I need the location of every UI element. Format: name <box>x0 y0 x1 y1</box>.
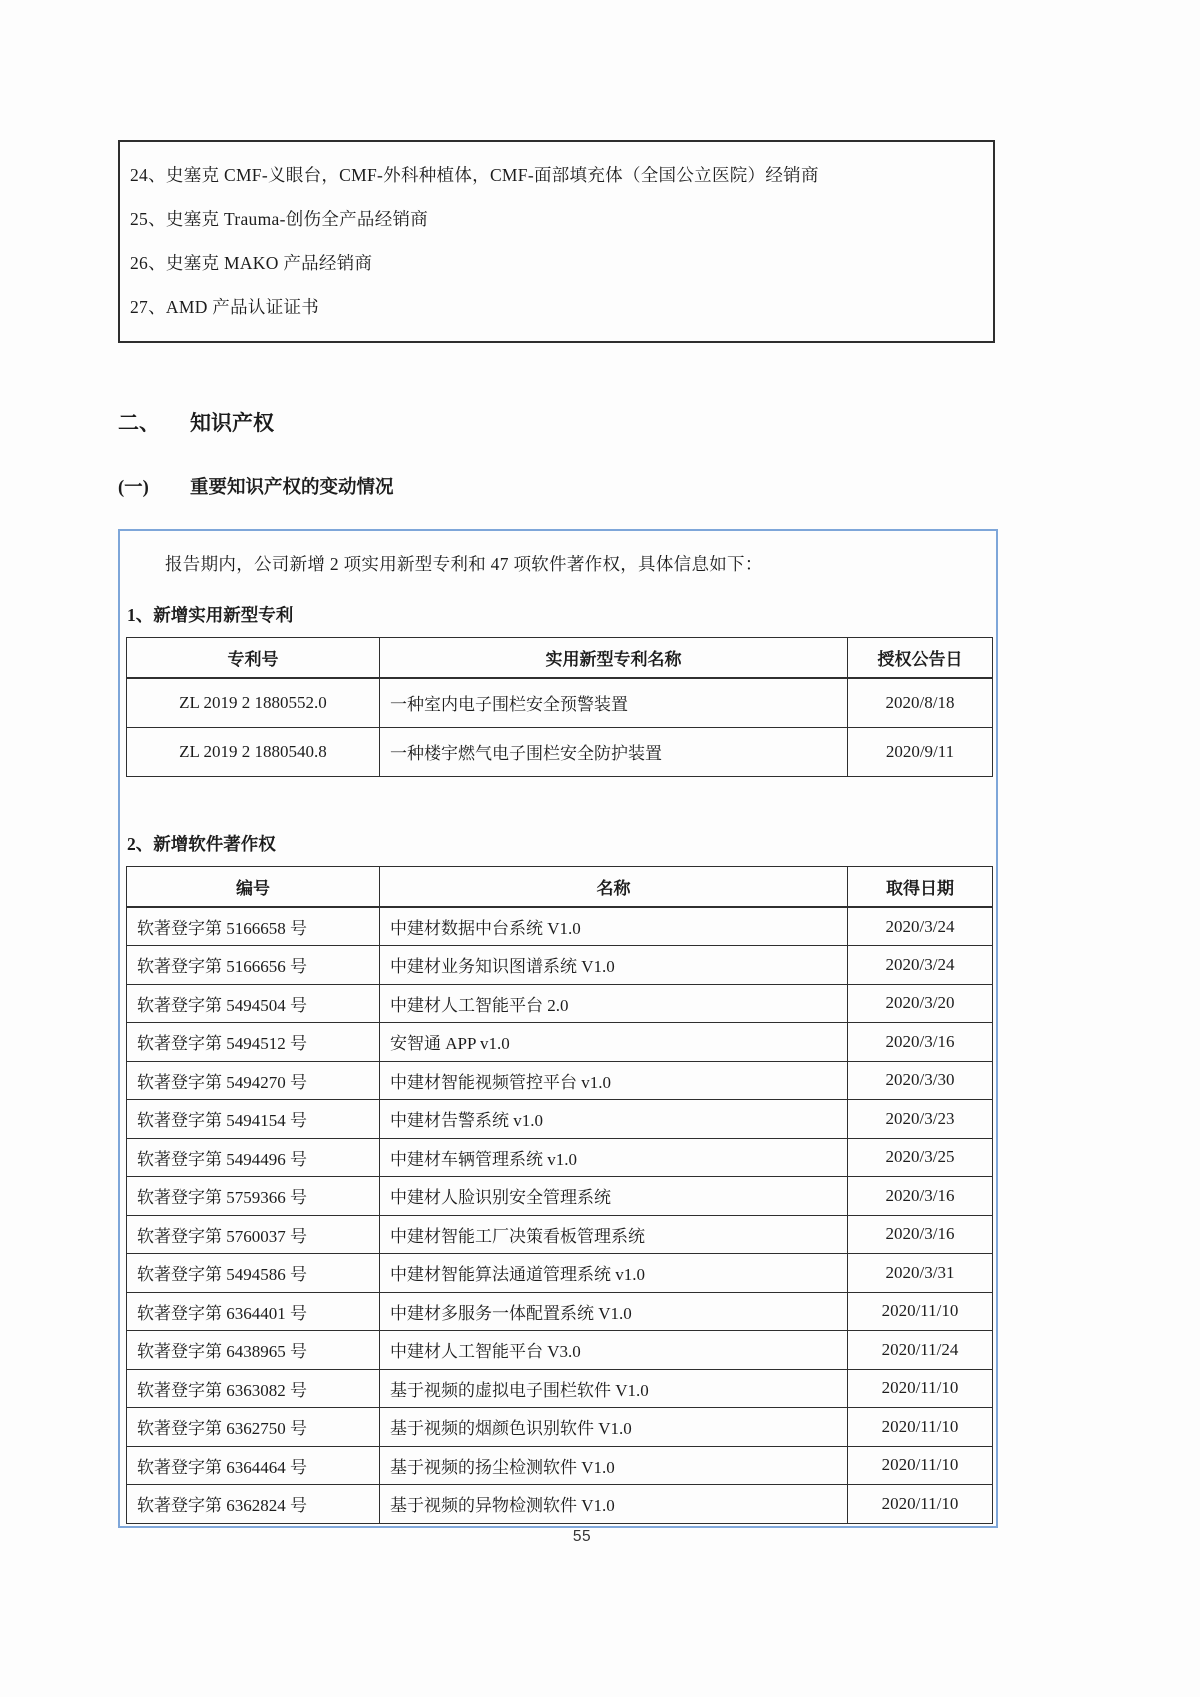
reg-no-cell: 软著登字第 5494496 号 <box>127 1138 380 1177</box>
table-row <box>127 1023 993 1062</box>
table-row <box>127 678 993 727</box>
reg-no-cell: 软著登字第 6438965 号 <box>127 1331 380 1370</box>
software-name-cell: 基于视频的异物检测软件 V1.0 <box>380 1485 848 1524</box>
software-copyright-table <box>126 866 993 1524</box>
table-row <box>127 727 993 776</box>
obtain-date-cell: 2020/11/10 <box>848 1292 993 1331</box>
reg-no-cell: 软著登字第 5494504 号 <box>127 984 380 1023</box>
obtain-date-cell: 2020/3/24 <box>848 946 993 985</box>
reg-no-cell: 软著登字第 5759366 号 <box>127 1177 380 1216</box>
reg-no-cell: 软著登字第 5760037 号 <box>127 1215 380 1254</box>
subsection-heading <box>118 473 998 499</box>
table-row <box>127 907 993 946</box>
ip-content-box <box>118 529 998 1528</box>
obtain-date-cell: 2020/3/16 <box>848 1177 993 1216</box>
col-header-patent-name: 实用新型专利名称 <box>380 637 848 678</box>
obtain-date-cell: 2020/3/16 <box>848 1023 993 1062</box>
table-row <box>127 1254 993 1293</box>
grant-date-cell: 2020/8/18 <box>848 678 993 727</box>
software-name-cell: 中建材业务知识图谱系统 V1.0 <box>380 946 848 985</box>
obtain-date-cell: 2020/11/24 <box>848 1331 993 1370</box>
table-row <box>127 946 993 985</box>
obtain-date-cell: 2020/3/25 <box>848 1138 993 1177</box>
dealer-list-box <box>118 140 995 343</box>
table-row <box>127 1215 993 1254</box>
software-name-cell: 中建材智能算法通道管理系统 v1.0 <box>380 1254 848 1293</box>
col-header-patent-no: 专利号 <box>127 637 380 678</box>
list-item: 26、史塞克 MAKO 产品经销商 <box>130 252 373 273</box>
obtain-date-cell: 2020/3/31 <box>848 1254 993 1293</box>
col-header-grant-date: 授权公告日 <box>848 637 993 678</box>
reg-no-cell: 软著登字第 6364464 号 <box>127 1446 380 1485</box>
reg-no-cell: 软著登字第 5494512 号 <box>127 1023 380 1062</box>
page-number: 55 <box>572 1528 592 1545</box>
col-header-obtain-date: 取得日期 <box>848 866 993 907</box>
obtain-date-cell: 2020/11/10 <box>848 1408 993 1447</box>
patent-table <box>126 637 993 777</box>
table-row <box>127 1446 993 1485</box>
obtain-date-cell: 2020/11/10 <box>848 1369 993 1408</box>
reg-no-cell: 软著登字第 5166656 号 <box>127 946 380 985</box>
col-header-reg-no: 编号 <box>127 866 380 907</box>
patent-name-cell: 一种室内电子围栏安全预警装置 <box>380 678 848 727</box>
table-row <box>127 1331 993 1370</box>
software-name-cell: 基于视频的虚拟电子围栏软件 V1.0 <box>380 1369 848 1408</box>
software-name-cell: 中建材人工智能平台 2.0 <box>380 984 848 1023</box>
software-table-heading: 2、新增软件著作权 <box>127 833 276 854</box>
page-content <box>118 140 998 1528</box>
patent-no-cell: ZL 2019 2 1880552.0 <box>127 678 380 727</box>
obtain-date-cell: 2020/3/20 <box>848 984 993 1023</box>
table-row <box>127 1138 993 1177</box>
table-header-row <box>127 637 993 678</box>
software-name-cell: 中建材智能工厂决策看板管理系统 <box>380 1215 848 1254</box>
obtain-date-cell: 2020/3/23 <box>848 1100 993 1139</box>
table-row <box>127 1369 993 1408</box>
reg-no-cell: 软著登字第 5494270 号 <box>127 1061 380 1100</box>
table-header-row <box>127 866 993 907</box>
patent-no-cell: ZL 2019 2 1880540.8 <box>127 727 380 776</box>
section-heading <box>118 407 998 437</box>
patent-name-cell: 一种楼宇燃气电子围栏安全防护装置 <box>380 727 848 776</box>
software-name-cell: 中建材车辆管理系统 v1.0 <box>380 1138 848 1177</box>
reg-no-cell: 软著登字第 6362824 号 <box>127 1485 380 1524</box>
table-row <box>127 1292 993 1331</box>
obtain-date-cell: 2020/3/24 <box>848 907 993 946</box>
software-name-cell: 中建材多服务一体配置系统 V1.0 <box>380 1292 848 1331</box>
reg-no-cell: 软著登字第 5494586 号 <box>127 1254 380 1293</box>
obtain-date-cell: 2020/11/10 <box>848 1446 993 1485</box>
software-name-cell: 中建材智能视频管控平台 v1.0 <box>380 1061 848 1100</box>
software-name-cell: 基于视频的扬尘检测软件 V1.0 <box>380 1446 848 1485</box>
list-item: 27、AMD 产品认证证书 <box>130 296 320 317</box>
obtain-date-cell: 2020/3/16 <box>848 1215 993 1254</box>
reg-no-cell: 软著登字第 6363082 号 <box>127 1369 380 1408</box>
list-item: 24、史塞克 CMF-义眼台，CMF-外科种植体，CMF-面部填充体（全国公立医院）经销商 <box>130 165 819 185</box>
software-name-cell: 中建材人脸识别安全管理系统 <box>380 1177 848 1216</box>
grant-date-cell: 2020/9/11 <box>848 727 993 776</box>
obtain-date-cell: 2020/3/30 <box>848 1061 993 1100</box>
table-row <box>127 1100 993 1139</box>
reg-no-cell: 软著登字第 6362750 号 <box>127 1408 380 1447</box>
reg-no-cell: 软著登字第 5494154 号 <box>127 1100 380 1139</box>
table-row <box>127 1485 993 1524</box>
col-header-software-name: 名称 <box>380 866 848 907</box>
obtain-date-cell: 2020/11/10 <box>848 1485 993 1524</box>
table-row <box>127 984 993 1023</box>
list-item: 25、史塞克 Trauma-创伤全产品经销商 <box>130 208 429 229</box>
intro-paragraph: 报告期内，公司新增 2 项实用新型专利和 47 项软件著作权，具体信息如下： <box>165 553 763 574</box>
reg-no-cell: 软著登字第 5166658 号 <box>127 907 380 946</box>
table-row <box>127 1177 993 1216</box>
section-number: 二、 <box>118 410 160 435</box>
subsection-title: 重要知识产权的变动情况 <box>190 477 394 498</box>
software-name-cell: 中建材数据中台系统 V1.0 <box>380 907 848 946</box>
software-name-cell: 中建材告警系统 v1.0 <box>380 1100 848 1139</box>
software-name-cell: 安智通 APP v1.0 <box>380 1023 848 1062</box>
software-name-cell: 中建材人工智能平台 V3.0 <box>380 1331 848 1370</box>
table-row <box>127 1408 993 1447</box>
subsection-number: (一) <box>118 477 149 498</box>
section-title: 知识产权 <box>190 410 274 435</box>
reg-no-cell: 软著登字第 6364401 号 <box>127 1292 380 1331</box>
table-row <box>127 1061 993 1100</box>
software-name-cell: 基于视频的烟颜色识别软件 V1.0 <box>380 1408 848 1447</box>
patent-table-heading: 1、新增实用新型专利 <box>127 604 294 625</box>
